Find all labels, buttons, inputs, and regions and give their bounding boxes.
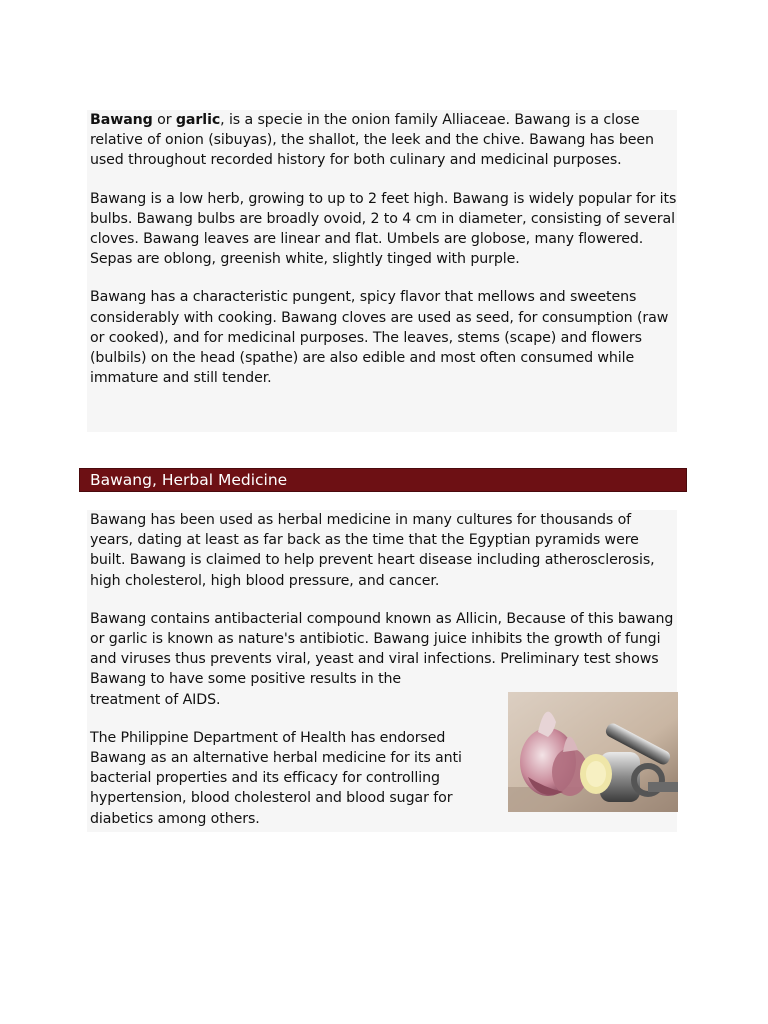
medicine-paragraph-2-text: Bawang contains antibacterial compound known as Allicin, Because of this bawang or garlic is known as nature's antibiotic. Bawang juice inhibits the growth of fungi and viruses thus prevents viral, yeast and viral infections. Preliminary test shows Bawang to have some positive results in the	[90, 610, 674, 688]
medicine-paragraph-1: Bawang has been used as herbal medicine in many cultures for thousands of years, dating at least as far back as the time that the Egyptian pyramids were built. Bawang is claimed to help prevent heart disease including atherosclerosis, high cholesterol, high blood pressure, and cancer.	[90, 512, 655, 589]
term-bawang: Bawang	[90, 112, 153, 128]
conjunction: or	[152, 112, 176, 128]
intro-paragraph-3: Bawang has a characteristic pungent, spicy flavor that mellows and sweetens considerably with cooking. Bawang cloves are used as seed, for consumption (raw or cooked), and for medicinal purposes. The leaves, stems (scape) and flowers (bulbils) on the head (spathe) are also edible and most often consumed while immature and still tender.	[90, 289, 669, 387]
garlic-press-photo	[508, 692, 678, 812]
section-heading: Bawang, Herbal Medicine	[79, 468, 687, 492]
intro-section	[87, 110, 677, 432]
intro-paragraph-2: Bawang is a low herb, growing to up to 2 feet high. Bawang is widely popular for its bulbs. Bawang bulbs are broadly ovoid, 2 to 4 cm in diameter, consisting of several cloves. Bawang leaves are linear and flat. Umbels are globose, many flowered. Sepas are oblong, greenish white, slightly tinged with purple.	[90, 190, 677, 268]
intro-paragraph-1-text: , is a specie in the onion family Alliaceae. Bawang is a close relative of onion (sibuyas), the shallot, the leek and the chive. Bawang has been used throughout recorded history for both culinary and medicinal purposes.	[90, 112, 654, 169]
intro-paragraph-1	[87, 110, 677, 171]
term-garlic: garlic	[175, 112, 221, 128]
medicine-paragraph-2-end: treatment of AIDS.	[90, 691, 221, 708]
medicine-paragraph-3: The Philippine Department of Health has endorsed Bawang as an alternative herbal medicine for its anti bacterial properties and its efficacy for controlling hypertension, blood cholesterol and blood sugar for diabetics among others.	[90, 729, 462, 827]
